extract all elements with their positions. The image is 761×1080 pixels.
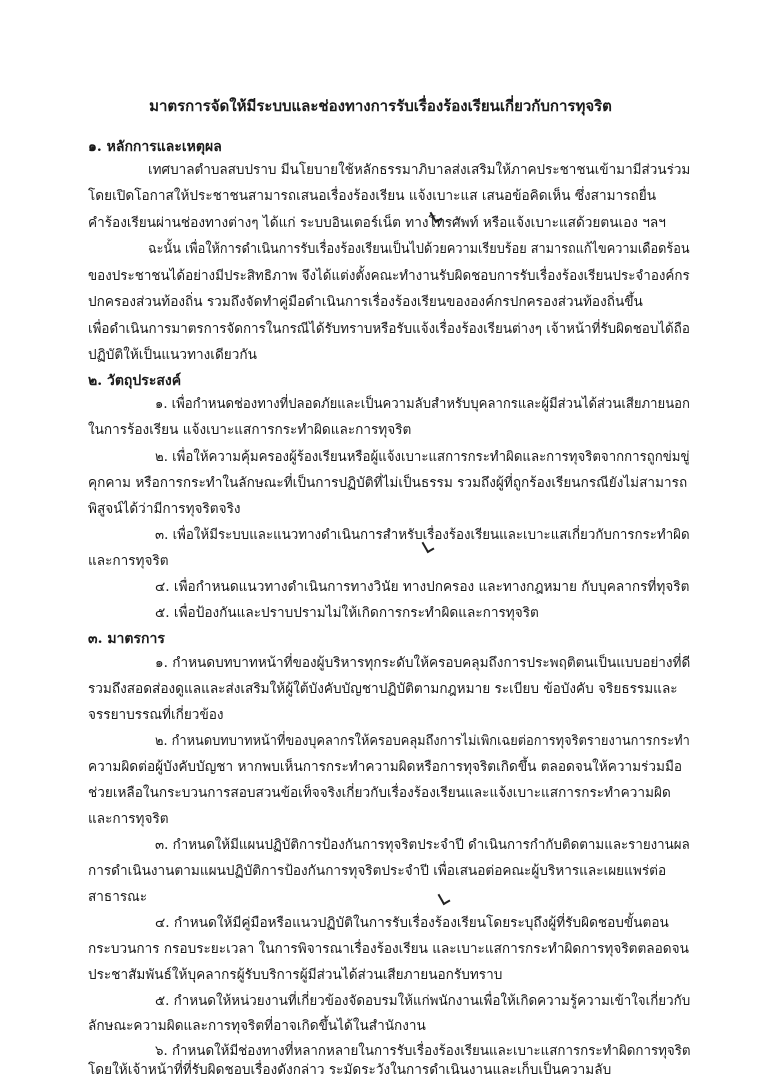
- paragraph-line: ๖. กำหนดให้มีช่องทางที่หลากหลายในการรับเรื่องร้องเรียนและเบาะแสการกระทำผิดการทุจริต: [155, 1043, 691, 1059]
- paragraph-line: ปฏิบัติให้เป็นแนวทางเดียวกัน: [88, 347, 257, 363]
- paragraph-line: ๕. กำหนดให้หน่วยงานที่เกี่ยวข้องจัดอบรมให้แก่พนักงานเพื่อให้เกิดความรู้ความเข้าใจเกี่ยวกับ: [155, 993, 691, 1009]
- section-heading-principles: ๑. หลักการและเหตุผล: [88, 139, 222, 155]
- handwritten-check-mark: [438, 891, 451, 905]
- paragraph-line: คำร้องเรียนผ่านช่องทางต่างๆ ได้แก่ ระบบอินเตอร์เน็ต ทางโทรศัพท์ หรือแจ้งเบาะแสด้วยตนเอง ฯลฯ: [88, 215, 666, 231]
- paragraph-line: และการทุจริต: [88, 553, 169, 569]
- paragraph-line: เทศบาลตำบลสบปราบ มีนโยบายใช้หลักธรรมาภิบาลส่งเสริมให้ภาคประชาชนเข้ามามีส่วนร่วม: [148, 162, 691, 178]
- paragraph-line: ประชาสัมพันธ์ให้บุคลากรผู้รับบริการผู้มีส่วนได้ส่วนเสียภายนอกรับทราบ: [88, 967, 503, 983]
- paragraph-line: ๑. กำหนดบทบาทหน้าที่ของผู้บริหารทุกระดับให้ครอบคลุมถึงการประพฤติตนเป็นแบบอย่างที่ดี: [155, 655, 691, 671]
- paragraph-line: สาธารณะ: [88, 889, 148, 905]
- paragraph-line: ความผิดต่อผู้บังคับบัญชา หากพบเห็นการกระทำความผิดหรือการทุจริตเกิดขึ้น ตลอดจนให้ความร่วมมือ: [88, 759, 683, 775]
- paragraph-line: ๓. เพื่อให้มีระบบและแนวทางดำเนินการสำหรับเรื่องร้องเรียนและเบาะแสเกี่ยวกับการกระทำผิด: [155, 527, 690, 543]
- paragraph-line: คุกคาม หรือการกระทำในลักษณะที่เป็นการปฏิบัติที่ไม่เป็นธรรม รวมถึงผู้ที่ถูกร้องเรียนกรณียังไม่สามารถ: [88, 475, 688, 491]
- document-title: มาตรการจัดให้มีระบบและช่องทางการรับเรื่องร้องเรียนเกี่ยวกับการทุจริต: [149, 97, 612, 115]
- paragraph-line: ฉะนั้น เพื่อให้การดำเนินการรับเรื่องร้องเรียนเป็นไปด้วยความเรียบร้อย สามารถแก้ไขความเดือดร้อน: [148, 241, 690, 257]
- paragraph-line: ปกครองส่วนท้องถิ่น รวมถึงจัดทำคู่มือดำเนินการเรื่องร้องเรียนขององค์กรปกครองส่วนท้องถิ่นขึ้น: [88, 294, 643, 310]
- paragraph-line: ๔. เพื่อกำหนดแนวทางดำเนินการทางวินัย ทางปกครอง และทางกฎหมาย กับบุคลากรที่ทุจริต: [155, 579, 690, 595]
- paragraph-line: ลักษณะความผิดและการทุจริตที่อาจเกิดขึ้นได้ในสำนักงาน: [88, 1018, 426, 1034]
- paragraph-line: ๔. กำหนดให้มีคู่มือหรือแนวปฏิบัติในการรับเรื่องร้องเรียนโดยระบุถึงผู้ที่รับผิดชอบขั้นตอน: [155, 915, 669, 931]
- paragraph-line: ในการร้องเรียน แจ้งเบาะแสการกระทำผิดและการทุจริต: [88, 422, 412, 438]
- section-heading-objectives: ๒. วัตถุประสงค์: [88, 373, 182, 389]
- paragraph-line: ช่วยเหลือในกระบวนการสอบสวนข้อเท็จจริงเกี่ยวกับเรื่องร้องเรียนและแจ้งเบาะแสการกระทำความผิด: [88, 785, 671, 801]
- paragraph-line: ๕. เพื่อป้องกันและปราบปรามไม่ให้เกิดการกระทำผิดและการทุจริต: [155, 605, 539, 621]
- paragraph-line: และการทุจริต: [88, 811, 169, 827]
- paragraph-line: พิสูจน์ได้ว่ามีการทุจริตจริง: [88, 501, 241, 517]
- paragraph-line: รวมถึงสอดส่องดูแลและส่งเสริมให้ผู้ใต้บังคับบัญชาปฏิบัติตามกฎหมาย ระเบียบ ข้อบังคับ จริยธรรมและ: [88, 681, 678, 697]
- paragraph-line: โดยเปิดโอกาสให้ประชาชนสามารถเสนอเรื่องร้องเรียน แจ้งเบาะแส เสนอข้อคิดเห็น ซึ่งสามารถยื่น: [88, 188, 656, 204]
- paragraph-line: ๒. เพื่อให้ความคุ้มครองผู้ร้องเรียนหรือผู้แจ้งเบาะแสการกระทำผิดและการทุจริตจากการถูกข่มขู่: [155, 449, 690, 465]
- paragraph-line: การดำเนินงานตามแผนปฏิบัติการป้องกันการทุจริตประจำปี เพื่อเสนอต่อคณะผู้บริหารและเผยแพร่ต่อ: [88, 863, 667, 879]
- paragraph-line: จรรยาบรรณที่เกี่ยวข้อง: [88, 707, 224, 723]
- paragraph-line: โดยให้เจ้าหน้าที่ที่รับผิดชอบเรื่องดังกล่าว ระมัดระวังในการดำเนินงานและเก็บเป็นความลับ: [88, 1062, 612, 1078]
- paragraph-line: ๓. กำหนดให้มีแผนปฏิบัติการป้องกันการทุจริตประจำปี ดำเนินการกำกับติดตามและรายงานผล: [155, 837, 690, 853]
- paragraph-line: กระบวนการ กรอบระยะเวลา ในการพิจารณาเรื่องร้องเรียน และเบาะแสการกระทำผิดการทุจริตตลอดจน: [88, 941, 689, 957]
- paragraph-line: ของประชาชนได้อย่างมีประสิทธิภาพ จึงได้แต่งตั้งคณะทำงานรับผิดชอบการรับเรื่องร้องเรียนประจำองค์กร: [88, 268, 690, 284]
- section-heading-measures: ๓. มาตรการ: [88, 631, 165, 647]
- paragraph-line: เพื่อดำเนินการมาตรการจัดการในกรณีได้รับทราบหรือรับแจ้งเรื่องร้องเรียนต่างๆ เจ้าหน้าที่รับผิดชอบได้ถือ: [88, 321, 690, 337]
- paragraph-line: ๑. เพื่อกำหนดช่องทางที่ปลอดภัยและเป็นความลับสำหรับบุคลากรและผู้มีส่วนได้ส่วนเสียภายนอก: [155, 396, 690, 412]
- paragraph-line: ๒. กำหนดบทบาทหน้าที่ของบุคลากรให้ครอบคลุมถึงการไม่เพิกเฉยต่อการทุจริตรายงานการกระทำ: [155, 733, 690, 749]
